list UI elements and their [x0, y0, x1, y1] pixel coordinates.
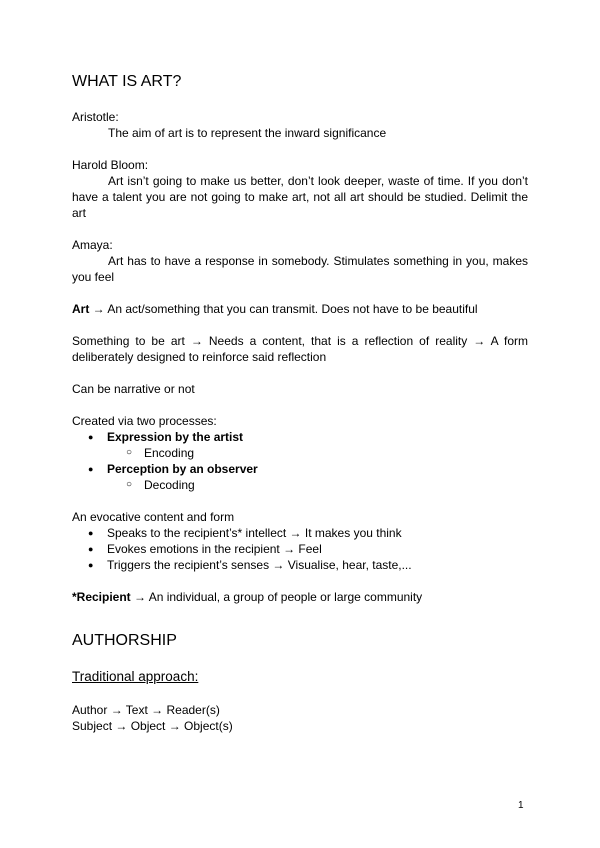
speaker-aristotle: Aristotle: [72, 110, 119, 124]
list-item: ○ Encoding [72, 445, 528, 461]
evocative-intro: An evocative content and form [72, 510, 235, 524]
page-number: 1 [518, 800, 524, 811]
processes-intro: Created via two processes: [72, 414, 217, 428]
art-term: Art [72, 302, 90, 316]
chain-author: Author → Text → Reader(s) [72, 703, 220, 717]
list-item [72, 429, 528, 461]
something-to-be-art: Something to be art → Needs a content, that is a reflection of reality → A form deliberately designed to reinforce said reflection [72, 334, 528, 364]
sub-list [107, 477, 528, 493]
sub-list [107, 445, 528, 461]
quote-aristotle: The aim of art is to represent the inward significance [108, 126, 387, 140]
list-item: ○ Decoding [72, 477, 528, 493]
heading-authorship: AUTHORSHIP [72, 632, 177, 649]
speaker-bloom: Harold Bloom: [72, 158, 149, 172]
process-label: Perception by an observer [107, 462, 258, 476]
narrative-note: Can be narrative or not [72, 382, 195, 396]
recipient-definition [72, 589, 528, 605]
traditional-approach-heading: Traditional approach: [72, 669, 199, 684]
recipient-definition-text: → An individual, a group of people or large community [130, 590, 423, 604]
evocative-list [72, 525, 528, 573]
speaker-amaya: Amaya: [72, 238, 113, 252]
list-item [72, 461, 528, 493]
list-item: ● Evokes emotions in the recipient → Feel [72, 541, 528, 557]
quote-amaya: Art has to have a response in somebody. Stimulates something in you, makes you feel [72, 254, 528, 284]
process-label: Expression by the artist [107, 430, 244, 444]
list-item: ● Speaks to the recipient’s* intellect → It makes you think [72, 525, 528, 541]
heading-what-is-art: WHAT IS ART? [72, 73, 182, 90]
processes-list [72, 429, 528, 493]
art-definition-text: → An act/something that you can transmit. Does not have to be beautiful [89, 302, 478, 316]
list-item: ● Triggers the recipient’s senses → Visualise, hear, taste,... [72, 557, 528, 573]
chain-subject: Subject → Object → Object(s) [72, 719, 233, 733]
art-definition [72, 301, 528, 317]
recipient-term: *Recipient [72, 590, 131, 604]
quote-bloom: Art isn’t going to make us better, don’t look deeper, waste of time. If you don’t have a talent you are not going to make art, not all art should be studied. Delimit the art [72, 174, 528, 220]
